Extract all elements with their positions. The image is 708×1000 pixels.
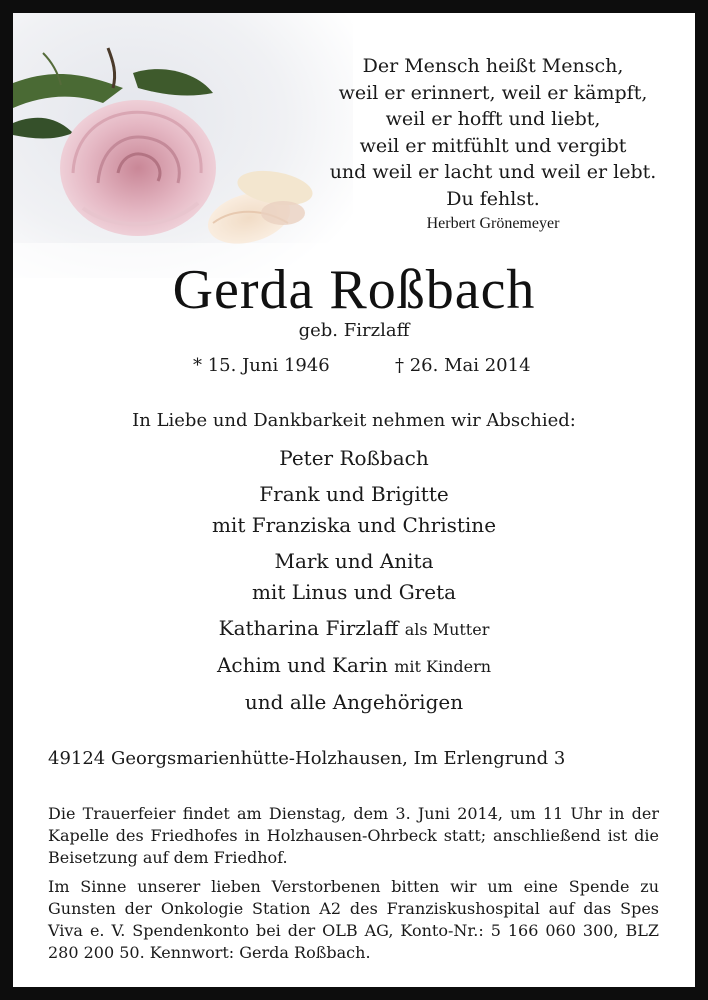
poem (303, 53, 683, 236)
birth-name: geb. Firzlaff (298, 320, 410, 341)
mourner-line: und alle Angehörigen (244, 690, 464, 714)
poem-line: und weil er lacht und weil er lebt. (329, 161, 657, 183)
poem-line: weil er erinnert, weil er kämpft, (338, 81, 648, 104)
rose-image (13, 13, 353, 278)
mourner-note: als Mutter (404, 620, 490, 639)
deceased-name: Gerda Roßbach (172, 259, 536, 321)
mourner-line: mit Linus und Greta (251, 580, 457, 604)
poem-line: weil er hofft und liebt, (385, 108, 601, 130)
poem-line: Der Mensch heißt Mensch, (362, 55, 624, 77)
death-date: † 26. Mai 2014 (395, 355, 531, 376)
mourner-note: mit Kindern (394, 657, 492, 676)
mourner-line: mit Franziska und Christine (211, 513, 497, 537)
birth-date: * 15. Juni 1946 (193, 355, 330, 376)
mourners-list (13, 443, 695, 718)
mourner-line: Peter Roßbach (279, 446, 429, 470)
mourner-name: Achim und Karin (216, 653, 388, 677)
funeral-info: Die Trauerfeier findet am Dienstag, dem 3. Juni 2014, um 11 Uhr in der Kapelle des Friedhofes in Holzhausen-Ohrbeck statt; anschließend ist die Beisetzung auf dem Friedhof. (48, 804, 659, 867)
poem-line: weil er mitfühlt und vergibt (359, 134, 627, 157)
mourner-line (13, 650, 695, 682)
donation-info: Im Sinne unserer lieben Verstorbenen bitten wir um eine Spende zu Gunsten der Onkologie Station A2 des Franziskushospital auf das Spes Viva e. V. Spendenkonto bei der OLB AG, Konto-Nr.: 5 166 060 300, BLZ 280 200 50. Kennwort: Gerda Roßbach. (48, 877, 659, 962)
mourner-name: Katharina Firzlaff (218, 616, 399, 640)
family-address: 49124 Georgsmarienhütte-Holzhausen, Im Erlengrund 3 (48, 748, 566, 769)
poem-author: Herbert Grönemeyer (426, 215, 560, 232)
poem-line: Du fehlst. (446, 187, 540, 210)
farewell-intro: In Liebe und Dankbarkeit nehmen wir Abschied: (132, 410, 576, 431)
mourner-line (13, 613, 695, 645)
mourner-line: Mark und Anita (274, 549, 434, 573)
mourner-line: Frank und Brigitte (259, 482, 449, 506)
